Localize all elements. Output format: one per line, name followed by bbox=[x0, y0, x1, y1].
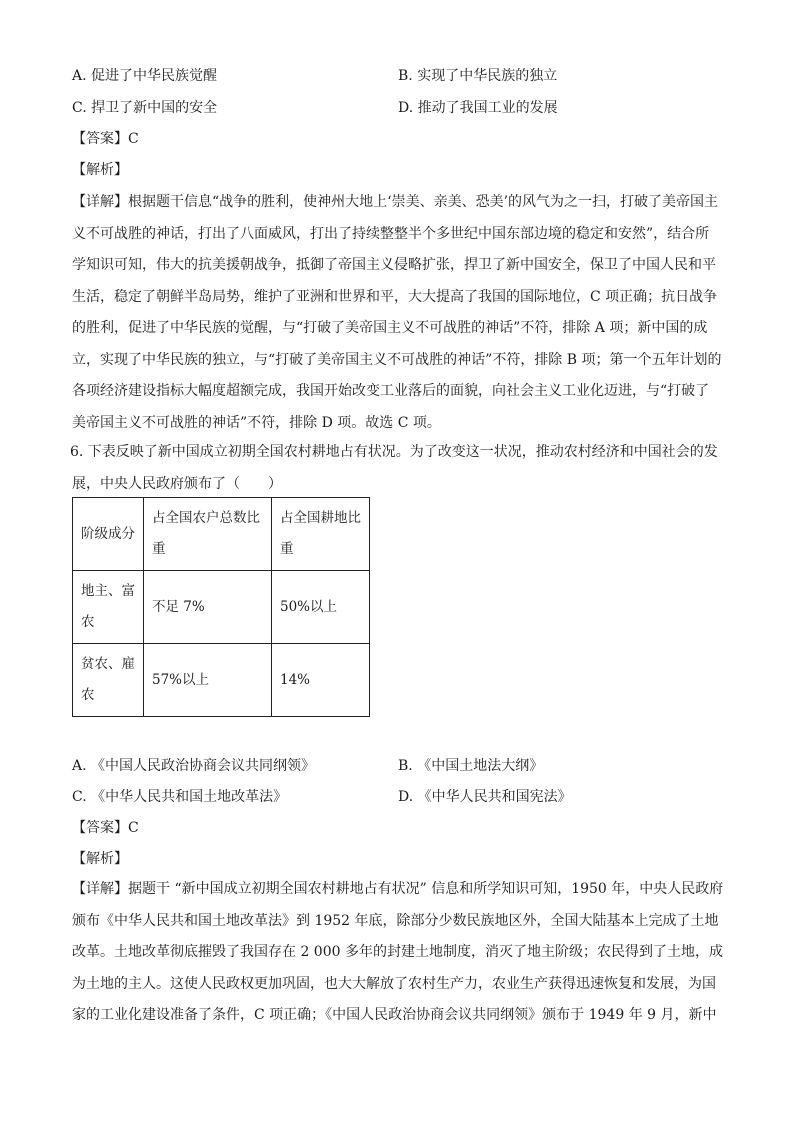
table-cell: 不足 7% bbox=[144, 571, 272, 644]
q5-detail-line: 生活，稳定了朝鲜半岛局势，维护了亚洲和世界和平，大大提高了我国的国际地位，C 项正确；抗日战争 bbox=[72, 288, 718, 305]
table-cell: 地主、富农 bbox=[73, 571, 144, 644]
q6-option-a[interactable]: A. 《中国人民政治协商会议共同纲领》 bbox=[72, 758, 316, 774]
q5-option-c[interactable]: C. 捍卫了新中国的安全 bbox=[72, 100, 218, 116]
q6-detail-label: 【详解】 bbox=[72, 881, 128, 897]
q6-stem-line: 展，中央人民政府颁布了（ ） bbox=[72, 475, 282, 492]
q5-detail-line: 美帝国主义不可战胜的神话”不符，排除 D 项。故选 C 项。 bbox=[72, 414, 441, 431]
q6-analysis-label: 【解析】 bbox=[72, 851, 128, 867]
q6-detail-line: 为土地的主人。这使人民政权更加巩固，也大大解放了农村生产力，农业生产获得迅速恢复和发展，为国 bbox=[72, 975, 716, 992]
q5-answer: 【答案】C bbox=[72, 131, 139, 147]
q6-option-c[interactable]: C. 《中华人民共和国土地改革法》 bbox=[72, 789, 288, 805]
q6-detail bbox=[72, 874, 724, 1032]
table-header-cell: 占全国农户总数比重 bbox=[144, 498, 272, 571]
table-cell: 50%以上 bbox=[272, 571, 370, 644]
table-row bbox=[73, 644, 370, 717]
table-cell: 14% bbox=[272, 644, 370, 717]
table-cell: 贫农、雇农 bbox=[73, 644, 144, 717]
q6-detail-line: 家的工业化建设准备了条件，C 项正确；《中国人民政治协商会议共同纲领》颁布于 1949 年 9 月，新中 bbox=[72, 1007, 717, 1023]
q6-answer: 【答案】C bbox=[72, 820, 139, 836]
land-holdings-table bbox=[72, 497, 370, 717]
q5-option-d[interactable]: D. 推动了我国工业的发展 bbox=[398, 100, 558, 116]
table-header-cell: 占全国耕地比重 bbox=[272, 498, 370, 571]
q5-detail-line: 学知识可知，伟大的抗美援朝战争，抵御了帝国主义侵略扩张，捍卫了新中国安全，保卫了中国人民和平 bbox=[72, 257, 716, 273]
q5-analysis-label: 【解析】 bbox=[72, 162, 128, 178]
q5-option-a[interactable]: A. 促进了中华民族觉醒 bbox=[72, 68, 218, 84]
q5-detail-line: 立，实现了中华民族的独立，与“打破了美帝国主义不可战胜的神话”不符，排除 B 项；第一个五年计划的 bbox=[72, 351, 722, 368]
q6-option-b[interactable]: B. 《中国土地法大纲》 bbox=[398, 758, 544, 774]
q6-stem bbox=[72, 437, 724, 500]
q6-detail-line: 颁布《中华人民共和国土地改革法》到 1952 年底，除部分少数民族地区外，全国大陆基本上完成了土地 bbox=[72, 912, 719, 929]
table-cell: 57%以上 bbox=[144, 644, 272, 717]
q5-detail bbox=[72, 187, 724, 439]
q5-detail-line: 的胜利，促进了中华民族的觉醒，与“打破了美帝国主义不可战胜的神话”不符，排除 A 项；新中国的成 bbox=[72, 320, 708, 336]
q5-detail-line: 各项经济建设指标大幅度超额完成，我国开始改变工业落后的面貌，向社会主义工业化迈进，与“打破了 bbox=[72, 383, 710, 399]
q5-detail-line: 义不可战胜的神话，打出了八面威风，打出了持续整整半个多世纪中国东部边境的稳定和安然”，结合所 bbox=[72, 225, 710, 242]
q5-detail-label: 【详解】 bbox=[72, 194, 128, 210]
q6-stem-line: 6. 下表反映了新中国成立初期全国农村耕地占有状况。为了改变这一状况，推动农村经济和中国社会的发 bbox=[70, 444, 718, 460]
q5-detail-line: 根据题干信息“战争的胜利，使神州大地上‘崇美、亲美、恐美’的风气为之一扫，打破了美帝国主 bbox=[128, 194, 719, 210]
q6-detail-line: 据题干 “新中国成立初期全国农村耕地占有状况” 信息和所学知识可知，1950 年，中央人民政府 bbox=[128, 881, 724, 897]
table-header-cell: 阶级成分 bbox=[73, 498, 144, 571]
q5-option-b[interactable]: B. 实现了中华民族的独立 bbox=[398, 68, 558, 84]
table-header-row bbox=[73, 498, 370, 571]
q6-detail-line: 改革。土地改革彻底摧毁了我国存在 2 000 多年的封建土地制度，消灭了地主阶级；农民得到了土地，成 bbox=[72, 944, 723, 960]
table-row bbox=[73, 571, 370, 644]
q6-option-d[interactable]: D. 《中华人民共和国宪法》 bbox=[398, 789, 572, 805]
